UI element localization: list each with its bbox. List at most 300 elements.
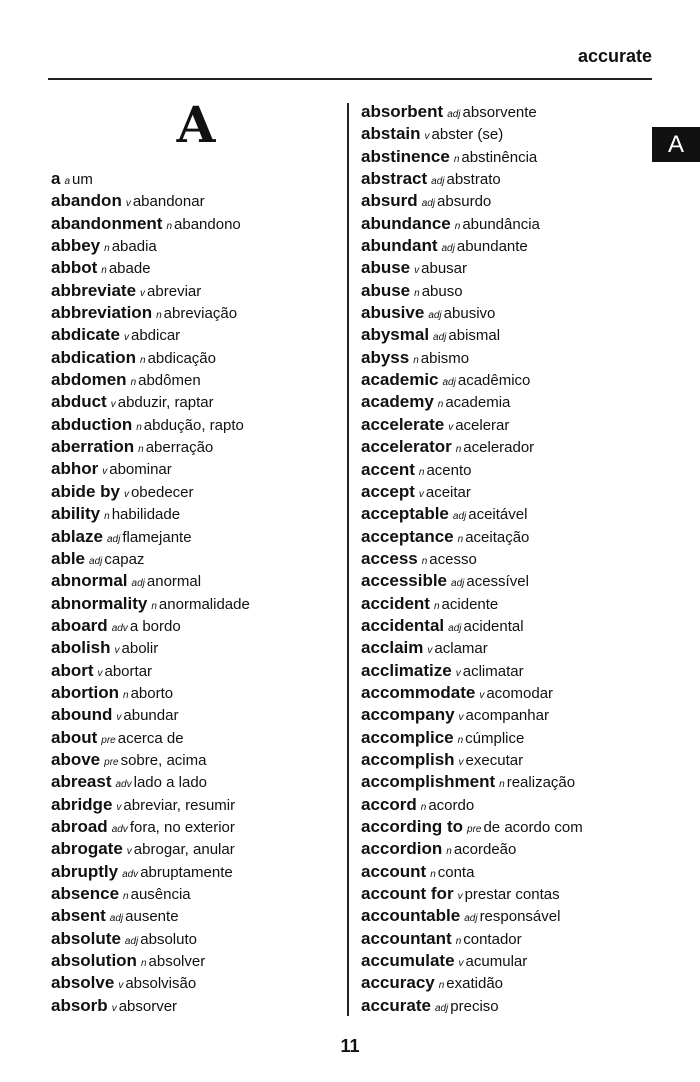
part-of-speech: adj — [124, 935, 139, 947]
translation: abreviar, resumir — [123, 796, 236, 814]
translation: abreviar — [147, 282, 202, 300]
translation: acadêmico — [457, 372, 531, 390]
dictionary-entry — [361, 101, 661, 123]
dictionary-entry — [361, 302, 661, 324]
headword: accordion — [361, 839, 443, 859]
headword: accumulate — [361, 951, 455, 971]
dictionary-entry — [361, 660, 661, 682]
headword: accept — [361, 481, 415, 501]
headword: abridge — [51, 794, 113, 814]
translation: acesso — [429, 550, 477, 568]
headword: abstract — [361, 169, 428, 189]
part-of-speech: adj — [448, 622, 462, 634]
translation: abrogar, anular — [133, 841, 235, 859]
translation: absorver — [118, 997, 178, 1015]
part-of-speech: n — [413, 354, 419, 366]
part-of-speech: n — [138, 444, 144, 456]
part-of-speech: adj — [441, 243, 455, 255]
part-of-speech: v — [458, 958, 464, 970]
part-of-speech: adv — [111, 823, 128, 835]
headword: account for — [361, 884, 454, 904]
translation: realização — [506, 774, 576, 792]
headword: abnormality — [51, 593, 148, 613]
part-of-speech: n — [101, 265, 107, 277]
dictionary-entry — [361, 414, 661, 436]
part-of-speech: n — [437, 399, 444, 411]
guide-word: accurate — [577, 46, 652, 66]
translation: acerca de — [117, 729, 184, 747]
headword: access — [361, 548, 418, 568]
part-of-speech: n — [499, 779, 505, 791]
headword: accomplice — [361, 727, 454, 747]
headword: absolve — [51, 973, 115, 993]
part-of-speech: n — [166, 220, 173, 232]
part-of-speech: v — [126, 846, 132, 858]
dictionary-entry — [361, 347, 661, 369]
headword: acclaim — [361, 638, 424, 658]
translation: anormal — [146, 573, 202, 591]
dictionary-entry — [51, 995, 341, 1017]
headword: abuse — [361, 280, 411, 300]
translation: abominar — [109, 461, 172, 479]
translation: abreviação — [163, 305, 238, 323]
headword: able — [51, 548, 86, 568]
dictionary-entry — [51, 928, 341, 950]
headword: accent — [361, 459, 415, 479]
headword: accuracy — [361, 973, 435, 993]
translation: obedecer — [130, 483, 194, 501]
part-of-speech: n — [140, 958, 147, 970]
dictionary-entry — [51, 503, 341, 525]
part-of-speech: n — [438, 980, 445, 992]
dictionary-entry — [361, 481, 661, 503]
headword: abundant — [361, 236, 438, 256]
translation: um — [72, 171, 93, 188]
translation: academia — [445, 394, 511, 412]
headword: abstain — [361, 124, 421, 144]
part-of-speech: pre — [101, 734, 116, 746]
headword: accountable — [361, 906, 461, 926]
dictionary-entry — [51, 861, 341, 883]
dictionary-entry — [51, 838, 341, 860]
headword: acceptable — [361, 504, 449, 524]
translation: aclimatar — [462, 662, 524, 680]
dictionary-entry — [361, 391, 661, 413]
dictionary-entry — [51, 682, 341, 704]
translation: abundante — [456, 238, 528, 256]
translation: ausente — [125, 908, 179, 926]
dictionary-entry — [51, 883, 341, 905]
dictionary-entry — [51, 458, 341, 480]
translation: acordo — [428, 796, 475, 814]
translation: capaz — [104, 550, 145, 568]
headword: abreast — [51, 772, 112, 792]
dictionary-entry — [51, 749, 341, 771]
translation: abruptamente — [140, 863, 233, 881]
dictionary-entry — [361, 280, 661, 302]
dictionary-entry — [51, 324, 341, 346]
translation: abdução, rapto — [143, 416, 244, 434]
dictionary-entry — [361, 727, 661, 749]
part-of-speech: adj — [109, 913, 124, 925]
headword: abbreviation — [51, 303, 153, 323]
translation: abdômen — [138, 372, 201, 390]
dictionary-entry — [51, 816, 341, 838]
translation: a bordo — [129, 617, 181, 635]
part-of-speech: v — [97, 667, 103, 679]
part-of-speech: n — [457, 734, 464, 746]
headword: abduct — [51, 392, 107, 412]
dictionary-entry — [361, 838, 661, 860]
headword: accidental — [361, 615, 445, 635]
part-of-speech: v — [111, 1002, 117, 1014]
translation: aborto — [130, 684, 174, 702]
dictionary-entry — [51, 391, 341, 413]
headword: abound — [51, 705, 113, 725]
dictionary-entry — [51, 235, 341, 257]
dictionary-entry — [361, 190, 661, 212]
headword: accurate — [361, 995, 431, 1015]
translation: abadia — [111, 238, 157, 256]
part-of-speech: v — [479, 689, 485, 701]
dictionary-entry — [51, 615, 341, 637]
part-of-speech: adj — [421, 198, 436, 210]
translation: lado a lado — [133, 774, 208, 792]
translation: acento — [426, 461, 472, 479]
headword: accident — [361, 593, 430, 613]
dictionary-entry — [51, 190, 341, 212]
translation: acumular — [465, 953, 528, 971]
part-of-speech: n — [420, 801, 427, 813]
part-of-speech: n — [123, 891, 129, 902]
dictionary-entry — [361, 503, 661, 525]
dictionary-entry — [51, 481, 341, 503]
translation: abismo — [420, 349, 470, 367]
part-of-speech: v — [125, 198, 131, 210]
dictionary-entry — [51, 280, 341, 302]
headword: accompany — [361, 705, 455, 725]
headword: absolute — [51, 928, 121, 948]
translation: absoluto — [140, 930, 197, 948]
dictionary-entry — [361, 548, 661, 570]
translation: aberração — [145, 439, 214, 457]
translation: responsável — [479, 908, 561, 926]
part-of-speech: n — [414, 287, 420, 299]
headword: accomplish — [361, 749, 455, 769]
part-of-speech: v — [427, 645, 433, 657]
translation: absolver — [148, 953, 206, 971]
translation: abstrato — [446, 171, 501, 189]
headword: acclimatize — [361, 660, 452, 680]
dictionary-entry — [361, 861, 661, 883]
dictionary-entry — [51, 570, 341, 592]
headword: abroad — [51, 816, 108, 836]
dictionary-entry — [361, 615, 661, 637]
part-of-speech: adj — [428, 310, 442, 322]
translation: absurdo — [437, 193, 492, 211]
translation: abade — [108, 260, 151, 278]
part-of-speech: n — [130, 377, 137, 389]
part-of-speech: v — [458, 712, 464, 724]
part-of-speech: v — [455, 667, 461, 679]
dictionary-entry — [361, 257, 661, 279]
part-of-speech: adj — [131, 578, 145, 590]
translation: abdicar — [130, 327, 181, 345]
part-of-speech: v — [116, 801, 122, 813]
translation: abundância — [462, 215, 540, 233]
translation: acordeão — [453, 841, 517, 859]
translation: flamejante — [122, 528, 192, 546]
headword: acceptance — [361, 526, 454, 546]
dictionary-entry — [51, 257, 341, 279]
part-of-speech: n — [104, 511, 110, 523]
dictionary-entry — [361, 637, 661, 659]
part-of-speech: n — [433, 600, 440, 612]
dictionary-entry — [361, 816, 661, 838]
translation: abismal — [448, 327, 501, 345]
headword: abstinence — [361, 146, 450, 166]
headword: abbreviate — [51, 280, 137, 300]
headword: abolish — [51, 638, 111, 658]
part-of-speech: v — [118, 980, 124, 992]
translation: abandonar — [132, 193, 205, 211]
dictionary-entry — [361, 235, 661, 257]
translation: habilidade — [111, 506, 181, 524]
dictionary-entry — [51, 771, 341, 793]
dictionary-entry — [361, 682, 661, 704]
translation: aceitar — [425, 483, 471, 501]
part-of-speech: adj — [451, 578, 465, 590]
dictionary-entry — [361, 369, 661, 391]
part-of-speech: v — [116, 712, 122, 724]
dictionary-entry — [361, 146, 661, 168]
part-of-speech: n — [455, 935, 462, 947]
translation: preciso — [450, 997, 499, 1015]
dictionary-entry — [361, 883, 661, 905]
dictionary-entry — [361, 749, 661, 771]
headword: absent — [51, 906, 106, 926]
headword: abysmal — [361, 325, 430, 345]
headword: absurd — [361, 191, 418, 211]
dictionary-entry — [51, 526, 341, 548]
headword: ablaze — [51, 526, 103, 546]
translation: aceitação — [465, 528, 530, 546]
headword: abandon — [51, 191, 122, 211]
headword: abandonment — [51, 213, 163, 233]
translation: abduzir, raptar — [117, 394, 214, 412]
translation: cúmplice — [465, 729, 525, 747]
part-of-speech: v — [114, 645, 120, 657]
dictionary-entry — [361, 459, 661, 481]
translation: aclamar — [434, 640, 488, 658]
translation: abolir — [121, 640, 159, 658]
headword: abortion — [51, 682, 119, 702]
translation: acelerador — [463, 439, 535, 457]
part-of-speech: v — [448, 421, 454, 433]
part-of-speech: n — [104, 243, 110, 255]
headword: accommodate — [361, 682, 476, 702]
dictionary-entry — [361, 972, 661, 994]
dictionary-entry — [361, 704, 661, 726]
translation: de acordo com — [483, 819, 583, 836]
translation: abandono — [174, 215, 241, 233]
part-of-speech: adj — [433, 332, 447, 344]
headword: abort — [51, 660, 94, 680]
dictionary-entry — [51, 213, 341, 235]
section-letter: A — [176, 95, 216, 154]
headword: abide by — [51, 481, 120, 501]
dictionary-entry — [51, 727, 341, 749]
left-column — [51, 168, 341, 1017]
dictionary-entry — [361, 995, 661, 1017]
translation: sobre, acima — [120, 751, 207, 769]
headword: accelerator — [361, 437, 452, 457]
translation: abstinência — [461, 148, 538, 166]
part-of-speech: v — [123, 488, 129, 500]
headword: abruptly — [51, 861, 119, 881]
headword: ability — [51, 504, 101, 524]
translation: abusivo — [443, 305, 496, 323]
headword: accountant — [361, 928, 452, 948]
dictionary-entry — [361, 436, 661, 458]
headword: academic — [361, 370, 439, 390]
part-of-speech: v — [424, 131, 430, 143]
part-of-speech: v — [140, 287, 146, 299]
headword: abdomen — [51, 370, 127, 390]
headword: accessible — [361, 571, 448, 591]
headword: abyss — [361, 347, 410, 367]
translation: acelerar — [455, 416, 510, 434]
headword: abnormal — [51, 571, 128, 591]
part-of-speech: n — [446, 846, 452, 858]
part-of-speech: v — [418, 488, 424, 500]
translation: absolvisão — [125, 975, 197, 993]
dictionary-entry — [361, 905, 661, 927]
dictionary-entry — [51, 704, 341, 726]
headword: absolution — [51, 951, 137, 971]
translation: ausência — [130, 886, 191, 903]
headword: abbey — [51, 236, 101, 256]
translation: anormalidade — [158, 595, 250, 613]
dictionary-entry — [51, 548, 341, 570]
part-of-speech: v — [102, 466, 108, 478]
part-of-speech: adj — [89, 555, 103, 567]
dictionary-entry — [361, 950, 661, 972]
dictionary-entry — [51, 637, 341, 659]
dictionary-entry — [361, 570, 661, 592]
headword: absence — [51, 884, 120, 903]
translation: contador — [463, 930, 522, 948]
headword: about — [51, 727, 98, 747]
dictionary-entry — [51, 794, 341, 816]
part-of-speech: n — [421, 555, 428, 567]
dictionary-entry — [51, 414, 341, 436]
headword: academy — [361, 392, 434, 412]
headword: abhor — [51, 459, 99, 479]
headword: abdication — [51, 347, 137, 367]
part-of-speech: n — [457, 533, 464, 545]
part-of-speech: adv — [122, 868, 139, 880]
thumb-index-tab: A — [652, 127, 700, 162]
translation: abster (se) — [431, 126, 504, 144]
dictionary-entry — [51, 168, 341, 190]
headword: account — [361, 861, 427, 881]
part-of-speech: adj — [431, 176, 445, 188]
dictionary-entry — [51, 436, 341, 458]
dictionary-entry — [361, 213, 661, 235]
part-of-speech: n — [455, 444, 462, 456]
part-of-speech: adj — [447, 109, 461, 120]
dictionary-entry — [51, 950, 341, 972]
translation: acessível — [466, 573, 529, 591]
headword: absorbent — [361, 102, 444, 121]
part-of-speech: v — [123, 332, 129, 344]
dictionary-entry — [361, 771, 661, 793]
dictionary-entry — [361, 593, 661, 615]
part-of-speech: adj — [464, 913, 478, 925]
part-of-speech: adv — [111, 622, 128, 634]
dictionary-entry — [361, 123, 661, 145]
part-of-speech: n — [136, 421, 142, 433]
part-of-speech: n — [156, 310, 162, 322]
dictionary-entry — [51, 660, 341, 682]
dictionary-entry — [51, 347, 341, 369]
headword: abduction — [51, 414, 133, 434]
headword: abbot — [51, 258, 98, 278]
page-number: 11 — [340, 1036, 360, 1056]
translation: acidente — [441, 595, 499, 613]
translation: abdicação — [147, 349, 216, 367]
header-rule — [48, 78, 652, 80]
headword: aboard — [51, 615, 108, 635]
translation: conta — [437, 863, 475, 881]
column-divider — [347, 103, 349, 1016]
headword: above — [51, 749, 101, 769]
part-of-speech: v — [458, 756, 464, 768]
dictionary-entry — [51, 593, 341, 615]
part-of-speech: adj — [452, 511, 467, 523]
part-of-speech: n — [151, 600, 157, 612]
dictionary-entry — [51, 302, 341, 324]
headword: abdicate — [51, 325, 120, 345]
dictionary-entry — [361, 324, 661, 346]
translation: abuso — [421, 282, 463, 300]
dictionary-entry — [51, 369, 341, 391]
headword: absorb — [51, 995, 108, 1015]
translation: acidental — [463, 617, 524, 635]
part-of-speech: adv — [115, 779, 132, 791]
translation: exatidão — [446, 975, 504, 993]
translation: absorvente — [462, 104, 537, 121]
dictionary-entry — [361, 928, 661, 950]
part-of-speech: n — [418, 466, 425, 478]
translation: acompanhar — [465, 707, 549, 725]
dictionary-entry — [51, 905, 341, 927]
translation: abortar — [104, 662, 153, 680]
right-column — [361, 101, 661, 1017]
part-of-speech: adj — [442, 377, 456, 389]
dictionary-entry — [51, 972, 341, 994]
translation: acomodar — [486, 684, 554, 702]
part-of-speech: v — [414, 265, 420, 277]
headword: abundance — [361, 213, 451, 233]
part-of-speech: v — [457, 891, 463, 903]
headword: accomplishment — [361, 772, 496, 792]
dictionary-entry — [361, 168, 661, 190]
headword: a — [51, 169, 61, 188]
dictionary-entry — [361, 526, 661, 548]
part-of-speech: n — [123, 689, 129, 701]
